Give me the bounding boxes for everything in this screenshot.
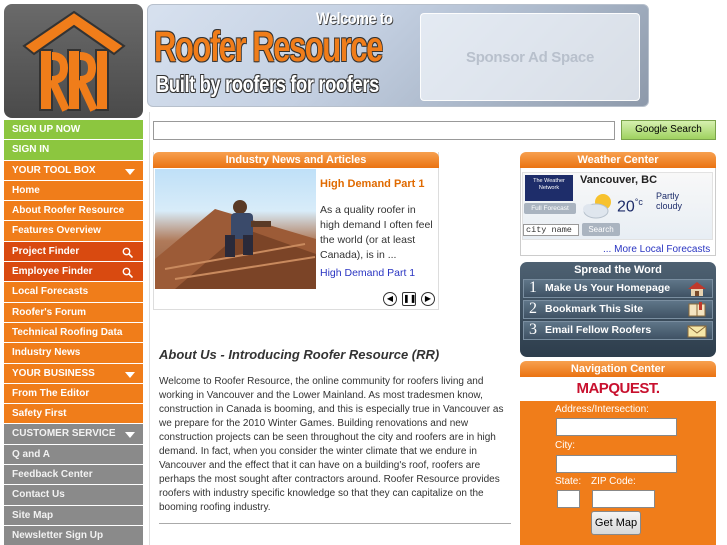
next-icon[interactable]: ▶ <box>421 292 435 306</box>
temperature-unit: °c <box>634 197 643 207</box>
get-map-button[interactable]: Get Map <box>591 511 641 535</box>
partly-cloudy-icon <box>581 192 617 220</box>
sidebar-item-label: Industry News <box>12 347 81 359</box>
temperature-value: 20 <box>617 198 635 216</box>
spread-label: Bookmark This Site <box>545 303 644 315</box>
spread-label: Email Fellow Roofers <box>545 324 652 336</box>
full-forecast-button[interactable]: Full Forecast <box>524 203 576 214</box>
about-divider <box>159 523 511 524</box>
site-banner <box>147 4 649 107</box>
email-roofers-button[interactable] <box>523 321 713 340</box>
more-forecasts-link[interactable]: ... More Local Forecasts <box>603 244 711 255</box>
banner-title: Roofer Resource <box>154 23 382 71</box>
spread-number: 1 <box>529 279 537 296</box>
site-logo[interactable] <box>4 4 143 118</box>
spread-the-word-panel <box>520 262 716 357</box>
news-article-title[interactable]: High Demand Part 1 <box>320 178 425 190</box>
sidebar-item-label: Q and A <box>12 448 50 460</box>
city-label: City: <box>555 440 575 451</box>
weather-city: Vancouver, BC <box>580 174 658 186</box>
sidebar-item-label: CUSTOMER SERVICE <box>12 428 116 440</box>
make-homepage-button[interactable] <box>523 279 713 298</box>
roofer-logo-icon <box>20 10 128 114</box>
sidebar-item-label: Safety First <box>12 408 67 420</box>
news-article-link[interactable]: High Demand Part 1 <box>320 267 416 279</box>
weather-heading: Weather Center <box>520 152 716 168</box>
mapquest-logo[interactable]: MAPQUEST. <box>520 377 716 401</box>
sidebar-item-label: SIGN UP NOW <box>12 124 81 135</box>
sidebar-item-your-tool-box[interactable] <box>4 161 143 181</box>
sidebar-item-sign-up-now[interactable] <box>4 120 143 140</box>
sidebar-item-label: YOUR BUSINESS <box>12 367 95 379</box>
news-heading: Industry News and Articles <box>153 152 439 168</box>
sidebar-item-from-the-editor[interactable] <box>4 384 143 404</box>
zip-field[interactable] <box>592 490 655 508</box>
sidebar-item-project-finder[interactable] <box>4 242 143 262</box>
sidebar-item-your-business[interactable] <box>4 364 143 384</box>
sidebar-item-label: Project Finder <box>12 245 80 257</box>
spread-number: 2 <box>529 300 537 317</box>
spread-number: 3 <box>529 321 537 338</box>
sidebar-item-feedback-center[interactable] <box>4 465 143 485</box>
sidebar-item-technical-roofing-data[interactable] <box>4 323 143 343</box>
chevron-down-icon <box>125 372 135 378</box>
address-field[interactable] <box>556 418 677 436</box>
sidebar-item-label: Contact Us <box>12 489 65 501</box>
sponsor-ad-space[interactable]: Sponsor Ad Space <box>420 13 640 101</box>
sidebar-item-label: Local Forecasts <box>12 286 89 298</box>
bookmark-icon <box>687 302 707 318</box>
sidebar-item-sign-in[interactable] <box>4 140 143 160</box>
sidebar-item-customer-service[interactable] <box>4 424 143 444</box>
sidebar-item-roofer-s-forum[interactable] <box>4 303 143 323</box>
sidebar-item-label: YOUR TOOL BOX <box>12 164 96 176</box>
banner-welcome: Welcome to <box>316 9 393 28</box>
prev-icon[interactable]: ◀ <box>383 292 397 306</box>
sidebar-item-contact-us[interactable] <box>4 485 143 505</box>
sidebar-item-newsletter-sign-up[interactable] <box>4 526 143 545</box>
weather-search-button[interactable]: Search <box>582 223 620 236</box>
state-label: State: <box>555 476 582 487</box>
sidebar-item-label: Home <box>12 184 40 196</box>
city-field[interactable] <box>556 455 677 473</box>
weather-city-input[interactable]: city name <box>523 224 579 236</box>
search-icon <box>122 247 133 258</box>
sidebar-item-label: About Roofer Resource <box>12 205 125 217</box>
bookmark-site-button[interactable] <box>523 300 713 319</box>
sidebar-item-employee-finder[interactable] <box>4 262 143 282</box>
column-divider <box>149 112 150 545</box>
news-excerpt: As a quality roofer in high demand I often feel the world (or at least Canada), is in ... <box>320 204 433 261</box>
sidebar-item-label: Features Overview <box>12 225 101 237</box>
zip-label: ZIP Code: <box>591 476 636 487</box>
spread-label: Make Us Your Homepage <box>545 282 671 294</box>
sidebar-item-label: SIGN IN <box>12 144 50 156</box>
navigation-center-heading: Navigation Center <box>520 361 716 377</box>
sidebar-nav <box>4 120 143 545</box>
sidebar-item-safety-first[interactable] <box>4 404 143 424</box>
sidebar-item-local-forecasts[interactable] <box>4 282 143 302</box>
sidebar-item-label: Site Map <box>12 509 54 521</box>
sidebar-item-industry-news[interactable] <box>4 343 143 363</box>
sidebar-item-label: Feedback Center <box>12 469 93 481</box>
about-title: About Us - Introducing Roofer Resource (RR) <box>159 347 440 362</box>
sidebar-item-q-and-a[interactable] <box>4 445 143 465</box>
roofer-photo-image <box>155 169 316 289</box>
state-field[interactable] <box>557 490 580 508</box>
envelope-icon <box>687 323 707 339</box>
spread-heading: Spread the Word <box>574 264 662 276</box>
sidebar-item-label: Employee Finder <box>12 266 93 278</box>
search-input[interactable] <box>153 121 615 140</box>
weather-temperature <box>617 197 643 216</box>
chevron-down-icon <box>125 432 135 438</box>
sidebar-item-label: Newsletter Sign Up <box>12 529 104 541</box>
chevron-down-icon <box>125 169 135 175</box>
house-icon <box>687 281 707 297</box>
sidebar <box>4 4 143 545</box>
banner-tagline: Built by roofers for roofers <box>156 71 379 97</box>
sidebar-item-features-overview[interactable] <box>4 221 143 241</box>
weather-network-logo[interactable]: The Weather Network <box>525 175 573 201</box>
sidebar-item-label: Technical Roofing Data <box>12 326 123 338</box>
about-body: Welcome to Roofer Resource, the online community for roofers living and working in Vancouver and the Lower Mainland. As most tradesmen know, construction in Canada is booming, and this is especially true in Vancouver as we prepare for the 2010 Winter Games. Building renovations and new construction projects can be seen throughout the city and roofers are in high demand. In fact, when you consider the winter climate that we endure in Vancouver and the effect that it can have on a building's roof, roofers are perhaps the most sought after contractors around. Roofer Resource provides roofers with industry specific knowledge so that they can capitalize on the booming roofing industry. <box>159 376 504 513</box>
address-label: Address/Intersection: <box>555 404 649 415</box>
sidebar-item-label: From The Editor <box>12 387 90 399</box>
search-icon <box>122 267 133 278</box>
sidebar-item-label: Roofer's Forum <box>12 306 87 318</box>
google-search-button[interactable]: Google Search <box>621 120 716 140</box>
weather-condition: Partly cloudy <box>656 191 683 211</box>
pause-icon[interactable]: ❚❚ <box>402 292 416 306</box>
sidebar-item-about-roofer-resource[interactable] <box>4 201 143 221</box>
sidebar-item-site-map[interactable] <box>4 506 143 526</box>
sidebar-item-home[interactable] <box>4 181 143 201</box>
news-photo[interactable] <box>155 169 316 289</box>
